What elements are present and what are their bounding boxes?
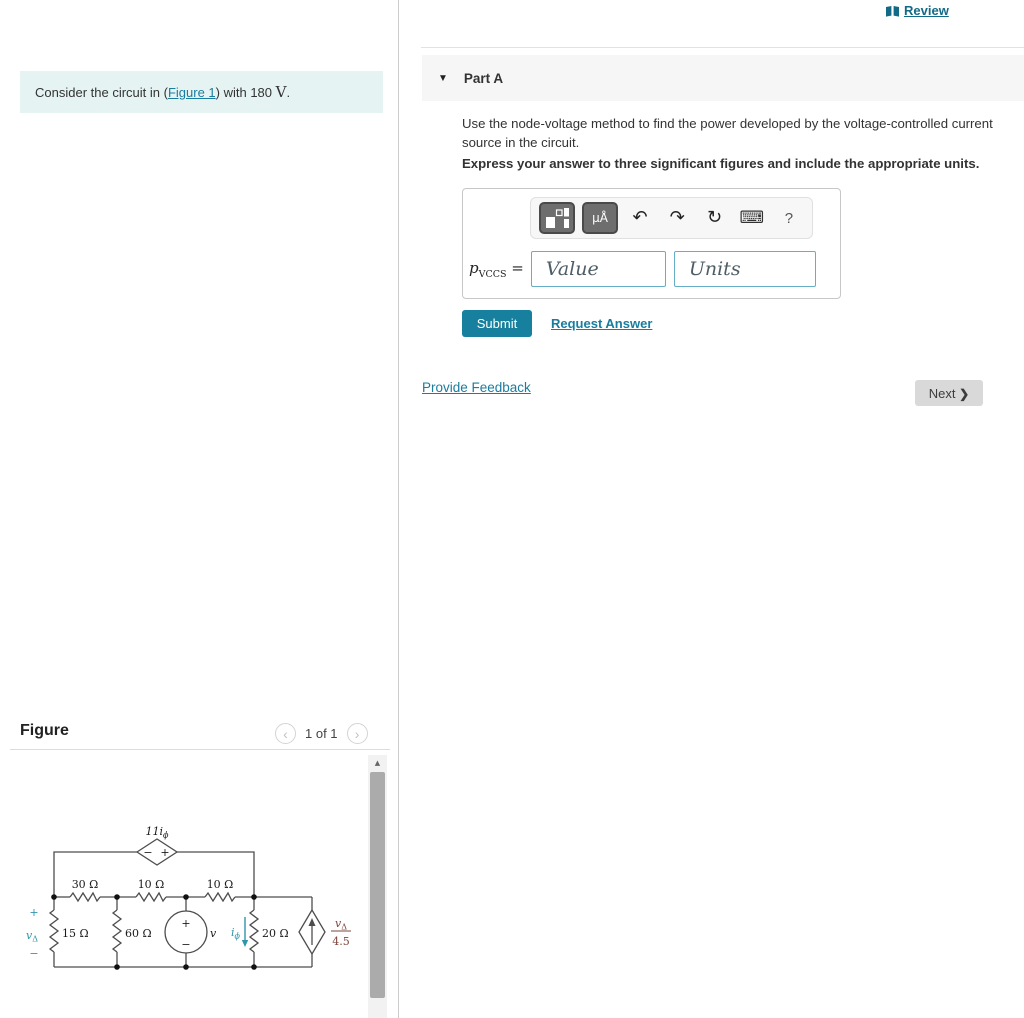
dep-voltage-label: $11i_\phi$: [145, 825, 169, 840]
vsource-label: v: [210, 927, 217, 940]
micro-angstrom-icon: μÅ: [592, 211, 608, 225]
template-icon: [544, 206, 570, 230]
scroll-up-icon[interactable]: ▲: [374, 759, 381, 767]
next-button-label: Next: [928, 385, 960, 401]
chevron-right-icon: ›: [354, 725, 360, 742]
v-delta-label: $v_\Delta$: [26, 929, 38, 944]
resistor-15-label: 15 Ω: [62, 927, 89, 940]
figure-viewport: [0, 755, 368, 1018]
v-delta-minus: −: [29, 947, 39, 960]
answer-symbol-label: $p_{VCCS}$ =: [469, 258, 524, 280]
part-a-header[interactable]: [422, 55, 1024, 101]
figure-section-title: Figure: [20, 722, 69, 739]
intro-period: .: [286, 85, 291, 100]
answer-row: [469, 251, 816, 287]
resistor-10b-label: 10 Ω: [206, 878, 234, 891]
panel-divider: [398, 0, 399, 1018]
dep-voltage-minus: −: [143, 846, 153, 859]
book-icon: [885, 5, 900, 17]
resistor-10a-label: 10 Ω: [137, 878, 165, 891]
figure-separator: [10, 749, 390, 750]
next-button[interactable]: [915, 380, 983, 406]
problem-intro-box: [20, 71, 383, 113]
help-icon[interactable]: ?: [784, 209, 794, 227]
collapse-caret-icon[interactable]: ▼: [438, 72, 448, 84]
part-a-instructions: Use the node-voltage method to find the power developed by the voltage-controlled current source in the circuit.: [462, 116, 993, 151]
equation-toolbar: [530, 197, 813, 239]
units-button[interactable]: [582, 202, 618, 234]
figure-next-button[interactable]: [347, 723, 368, 744]
provide-feedback-link[interactable]: Provide Feedback: [422, 380, 531, 395]
resistor-20-label: 20 Ω: [262, 927, 289, 940]
circuit-diagram: [0, 755, 368, 1018]
i-phi-arrowhead: [242, 940, 248, 947]
vsource-minus: −: [181, 938, 191, 951]
figure-scrollbar[interactable]: [368, 755, 387, 1018]
part-a-title: Part A: [463, 70, 504, 86]
resistor-10b: [205, 893, 235, 901]
chevron-left-icon: ‹: [283, 725, 288, 742]
top-rule: [421, 47, 1024, 48]
review-link[interactable]: Review: [904, 3, 949, 18]
dep-current-denominator: 4.5: [332, 935, 350, 948]
units-input[interactable]: [674, 251, 816, 287]
value-input[interactable]: [531, 251, 666, 287]
part-a-emphasis: Express your answer to three significant figures and include the appropriate units.: [462, 156, 980, 171]
chevron-right-icon: ❯: [959, 386, 970, 401]
resistor-30: [70, 893, 100, 901]
undo-icon[interactable]: ↶: [632, 207, 648, 228]
review-container: [885, 3, 949, 18]
figure-prev-button[interactable]: [275, 723, 296, 744]
request-answer-link[interactable]: Request Answer: [551, 316, 653, 331]
keyboard-icon[interactable]: ⌨: [739, 207, 764, 228]
vsource-plus: +: [181, 917, 191, 930]
template-button[interactable]: [539, 202, 575, 234]
dep-current-arrowhead: [309, 918, 316, 926]
figure-pager: [275, 723, 368, 744]
resistor-60: [113, 910, 121, 952]
resistor-10a: [136, 893, 166, 901]
dep-voltage-plus: +: [160, 846, 170, 859]
resistor-20: [250, 910, 258, 952]
voltage-unit: V: [275, 83, 287, 101]
reset-icon[interactable]: ↻: [706, 207, 723, 228]
resistor-60-label: 60 Ω: [125, 927, 152, 940]
redo-icon[interactable]: ↷: [669, 207, 685, 228]
v-delta-plus: +: [29, 906, 39, 919]
dep-current-numerator: $v_\Delta$: [335, 917, 347, 932]
resistor-15: [50, 910, 58, 952]
figure-scrollbar-thumb[interactable]: [370, 772, 385, 998]
submit-button[interactable]: Submit: [462, 310, 532, 337]
intro-suffix: ) with 180: [215, 85, 273, 100]
resistor-30-label: 30 Ω: [71, 878, 99, 891]
i-phi-label: $i_\phi$: [231, 926, 240, 941]
answer-box: [462, 188, 841, 299]
figure-page-indicator: 1 of 1: [305, 726, 338, 741]
figure-1-link[interactable]: Figure 1: [167, 85, 216, 100]
intro-prefix: Consider the circuit in (: [35, 85, 168, 100]
intro-text: [35, 83, 290, 101]
